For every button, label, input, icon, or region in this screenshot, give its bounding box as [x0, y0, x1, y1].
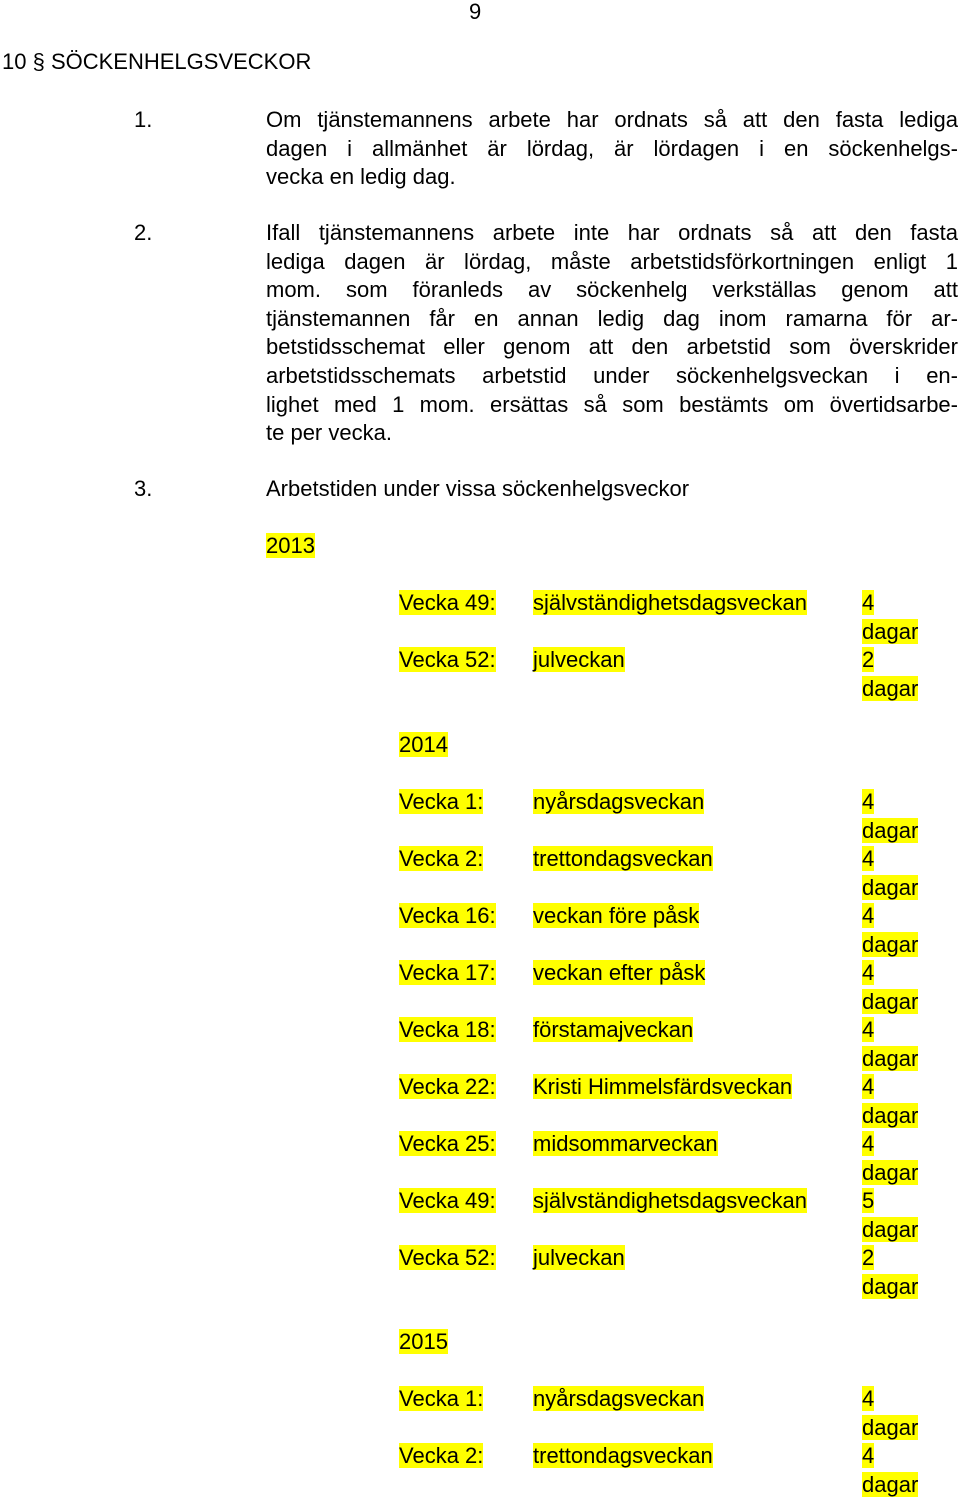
item-2-line: betstidsschemat eller genom att den arbetstid som överskrider — [266, 334, 958, 360]
week-name: midsommarveckan — [533, 1131, 718, 1156]
day-count: 4 — [862, 1074, 875, 1099]
year-label: 2015 — [399, 1329, 448, 1354]
day-unit: dagar — [862, 989, 919, 1014]
week-number: Vecka 16: — [399, 903, 496, 928]
day-unit: dagar — [862, 1046, 919, 1071]
day-unit: dagar — [862, 619, 919, 644]
page-number: 9 — [469, 0, 482, 24]
day-count: 2 — [862, 1245, 875, 1270]
week-number: Vecka 52: — [399, 1245, 496, 1270]
day-count: 4 — [862, 590, 875, 615]
week-number: Vecka 1: — [399, 1386, 484, 1411]
day-unit: dagar — [862, 1274, 919, 1299]
item-1-number: 1. — [134, 107, 153, 132]
week-number: Vecka 49: — [399, 590, 496, 615]
item-2-line: te per vecka. — [266, 420, 392, 446]
item-1-line: dagen i allmänhet är lördag, är lördagen i en söckenhelgs- — [266, 135, 958, 161]
year-label: 2013 — [266, 533, 315, 558]
item-3-text: Arbetstiden under vissa söckenhelgsveckor — [266, 476, 690, 501]
section-heading — [2, 48, 311, 76]
day-count: 4 — [862, 789, 875, 814]
day-count: 2 — [862, 647, 875, 672]
week-number: Vecka 22: — [399, 1074, 496, 1099]
day-count: 4 — [862, 1386, 875, 1411]
day-unit: dagar — [862, 1415, 919, 1440]
day-unit: dagar — [862, 1472, 919, 1497]
day-unit: dagar — [862, 1103, 919, 1128]
day-unit: dagar — [862, 818, 919, 843]
day-unit: dagar — [862, 932, 919, 957]
week-name: veckan efter påsk — [533, 960, 706, 985]
day-count: 5 — [862, 1188, 875, 1213]
day-count: 4 — [862, 1017, 875, 1042]
week-number: Vecka 18: — [399, 1017, 496, 1042]
day-unit: dagar — [862, 1217, 919, 1242]
item-2-number: 2. — [134, 220, 153, 245]
item-2-line: tjänstemannen får en annan ledig dag inom ramarna för ar- — [266, 305, 958, 331]
week-name: självständighetsdagsveckan — [533, 1188, 807, 1213]
week-number: Vecka 1: — [399, 789, 484, 814]
week-number: Vecka 2: — [399, 846, 484, 871]
section-number: 10 § — [2, 49, 45, 74]
week-name: nyårsdagsveckan — [533, 789, 705, 814]
item-2-line: lighet med 1 mom. ersättas så som bestämts om övertidsarbe- — [266, 391, 958, 417]
week-number: Vecka 52: — [399, 647, 496, 672]
year-2013 — [266, 532, 315, 560]
year-2014 — [399, 731, 448, 759]
item-2-line: lediga dagen är lördag, måste arbetstidsförkortningen enligt 1 — [266, 248, 958, 274]
item-2-line: mom. som föranleds av söckenhelg verkställas genom att — [266, 277, 958, 303]
year-2015 — [399, 1328, 448, 1356]
year-label: 2014 — [399, 732, 448, 757]
week-name: trettondagsveckan — [533, 846, 713, 871]
day-count: 4 — [862, 1131, 875, 1156]
week-name: förstamajveckan — [533, 1017, 694, 1042]
week-name: julveckan — [533, 647, 625, 672]
item-2-line: Ifall tjänstemannens arbete inte har ordnats så att den fasta — [266, 220, 958, 245]
day-unit: dagar — [862, 875, 919, 900]
item-2-text — [266, 219, 958, 448]
day-count: 4 — [862, 1443, 875, 1468]
week-name: veckan före påsk — [533, 903, 700, 928]
week-number: Vecka 25: — [399, 1131, 496, 1156]
day-count: 4 — [862, 960, 875, 985]
week-name: nyårsdagsveckan — [533, 1386, 705, 1411]
item-1-line: vecka en ledig dag. — [266, 164, 456, 190]
week-number: Vecka 2: — [399, 1443, 484, 1468]
item-3-number: 3. — [134, 476, 153, 501]
week-name: självständighetsdagsveckan — [533, 590, 807, 615]
item-1-line: Om tjänstemannens arbete har ordnats så att den fasta lediga — [266, 107, 958, 132]
week-number: Vecka 49: — [399, 1188, 496, 1213]
week-name: trettondagsveckan — [533, 1443, 713, 1468]
week-name: Kristi Himmelsfärdsveckan — [533, 1074, 793, 1099]
item-1-text — [266, 106, 958, 192]
week-number: Vecka 17: — [399, 960, 496, 985]
section-title: SÖCKENHELGSVECKOR — [50, 49, 312, 74]
day-count: 4 — [862, 903, 875, 928]
day-count: 4 — [862, 846, 875, 871]
week-name: julveckan — [533, 1245, 625, 1270]
item-2-line: arbetstidsschemats arbetstid under söckenhelgsveckan i en- — [266, 362, 958, 388]
day-unit: dagar — [862, 676, 919, 701]
day-unit: dagar — [862, 1160, 919, 1185]
